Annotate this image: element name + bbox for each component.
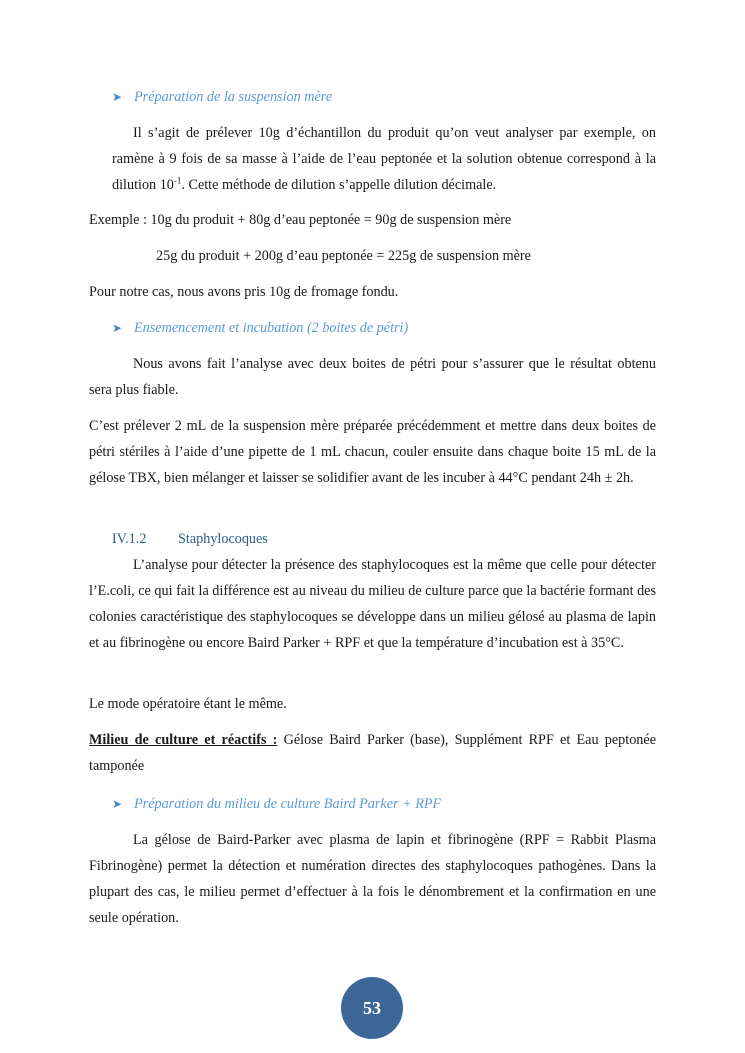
media-label: Milieu de culture et réactifs : xyxy=(89,732,278,748)
arrow-bullet-icon: ➤ xyxy=(112,90,123,104)
paragraph-suspension: Il s’agit de prélever 10g d’échantillon du produit qu’on veut analyser par exemple, on ramène à 9 fois de sa masse à l’aide de l’eau peptonée et la solution obtenue correspond à la dilution $10^{-1}$. Cette méthode de dilution s’appelle dilution décimale. xyxy=(112,125,656,193)
paragraph-milieu-culture: Milieu de culture et réactifs : Gélose Baird Parker (base), Supplément RPF et Eau peptonée tamponée xyxy=(89,732,656,774)
page-number-badge: 53 xyxy=(341,977,403,1039)
our-case-line: Pour notre cas, nous avons pris 10g de fromage fondu. xyxy=(89,284,399,300)
arrow-bullet-icon: ➤ xyxy=(112,797,123,811)
section-heading-staphylocoques xyxy=(112,526,268,552)
section-title: Staphylocoques xyxy=(178,531,268,547)
subheading-suspension-mere: ➤ Préparation de la suspension mère xyxy=(112,84,332,110)
arrow-bullet-icon: ➤ xyxy=(112,321,123,335)
example-line-1: Exemple : 10g du produit + 80g d’eau peptonée = 90g de suspension mère xyxy=(89,212,512,228)
example-line-2: 25g du produit + 200g d’eau peptonée = 225g de suspension mère xyxy=(156,248,531,264)
paragraph-baird-parker: La gélose de Baird-Parker avec plasma de lapin et fibrinogène (RPF = Rabbit Plasma Fibrinogène) permet la détection et numération directes des staphylocoques pathogènes. Dans la plupart des cas, le milieu permet d’effectuer à la fois le dénombrement et la confirmation en une seule opération. xyxy=(89,832,656,926)
section-number: IV.1.2 xyxy=(112,531,147,547)
subheading-preparation-milieu: ➤ Préparation du milieu de culture Baird Parker + RPF xyxy=(112,791,441,817)
paragraph-prelever: C’est prélever 2 mL de la suspension mère préparée précédemment et mettre dans deux boites de pétri stériles à l’aide d’une pipette de 1 mL chacun, couler ensuite dans chaque boite 15 mL de la gélose TBX, bien mélanger et laisser se solidifier avant de les incuber à 44°C pendant 24h ± 2h. xyxy=(89,418,656,486)
paragraph-analyse-boites: Nous avons fait l’analyse avec deux boites de pétri pour s’assurer que le résultat obtenu sera plus fiable. xyxy=(89,356,656,398)
subheading-ensemencement: ➤ Ensemencement et incubation (2 boites de pétri) xyxy=(112,315,408,341)
paragraph-mode-operatoire: Le mode opératoire étant le même. xyxy=(89,696,287,712)
paragraph-staphylocoques: L’analyse pour détecter la présence des staphylocoques est la même que celle pour détecter l’E.coli, ce qui fait la différence est au niveau du milieu de culture parce que la bactérie formant des colonies caractéristique des staphylocoques se développe dans un milieu gélosé au plasma de lapin et au fibrinogène ou encore Baird Parker + RPF et que la température d’incubation est à 35°C. xyxy=(89,557,656,651)
